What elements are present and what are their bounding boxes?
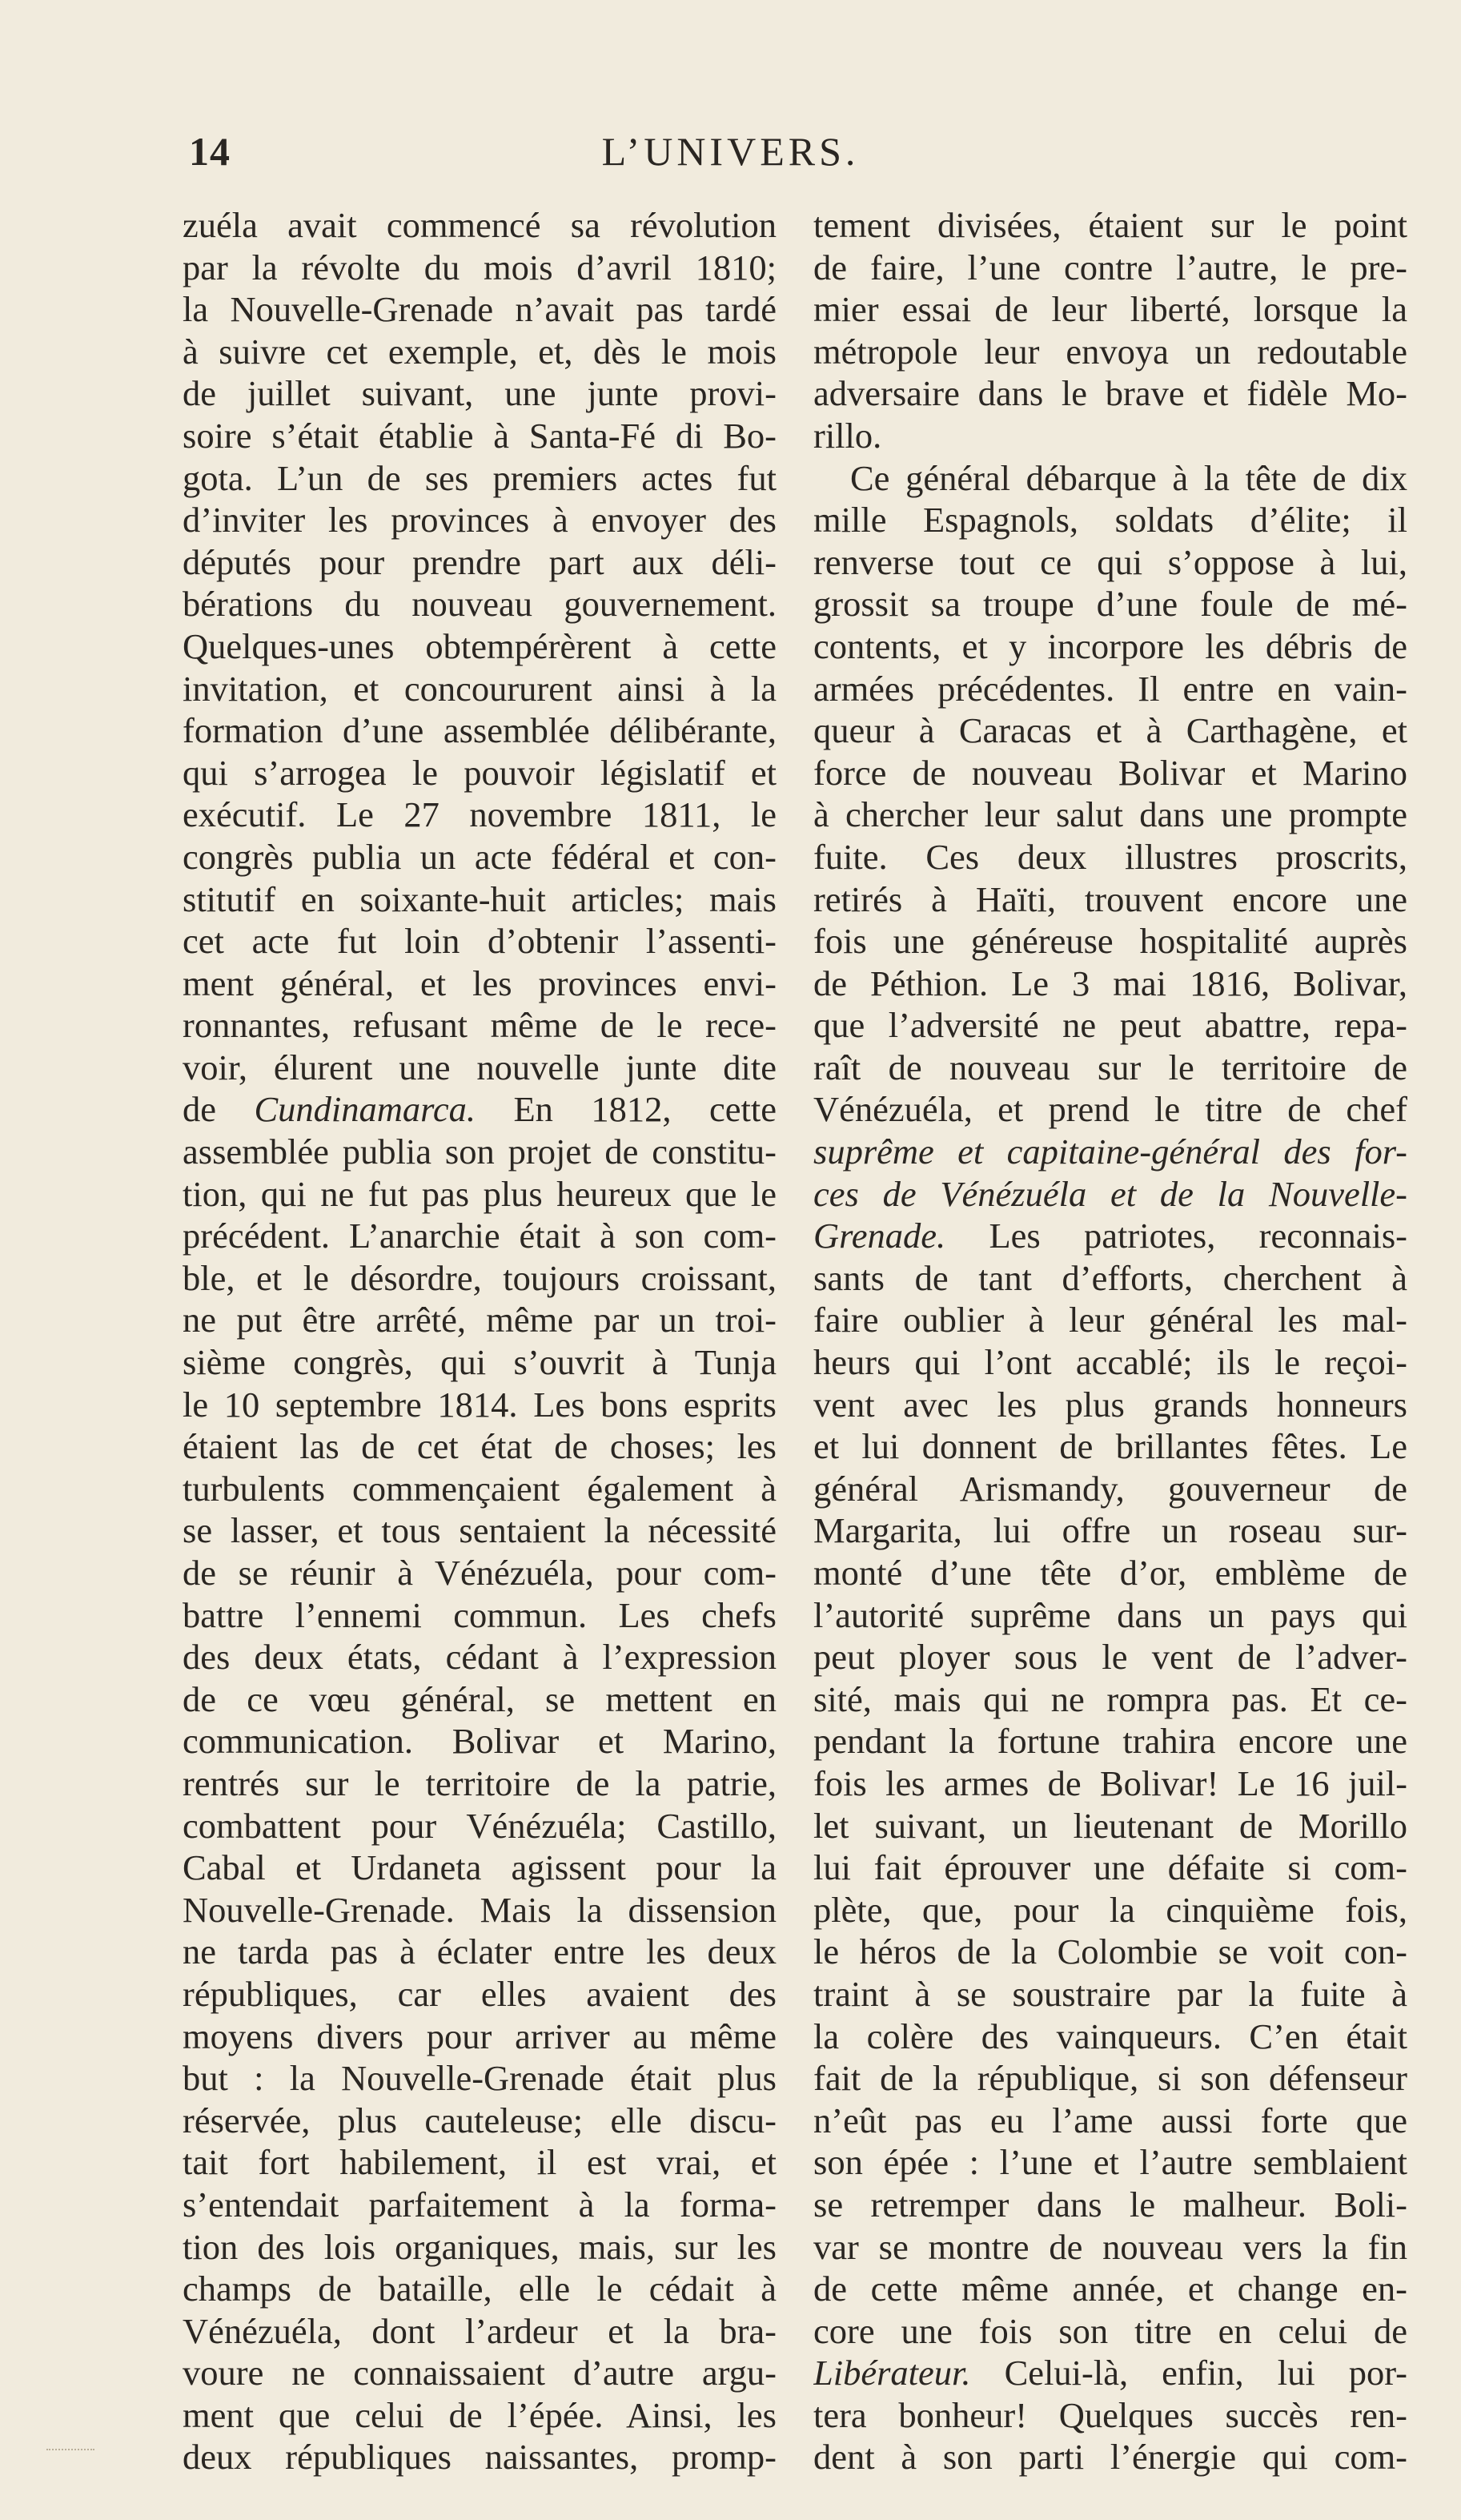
text-line: ble, et le désordre, toujours croissant, xyxy=(183,1257,777,1298)
text-line: plète, que, pour la cinquième fois, xyxy=(813,1889,1407,1930)
text-line: la colère des vainqueurs. C’en était xyxy=(813,2016,1407,2056)
text-line: députés pour prendre part aux déli- xyxy=(183,541,777,582)
text-line: de ce vœu général, se mettent en xyxy=(183,1678,777,1719)
italic-text: Grenade. xyxy=(813,1216,946,1256)
text-line: Vénézuéla, dont l’ardeur et la bra- xyxy=(183,2310,777,2351)
italic-text: ces de Vénézuéla et de la Nouvelle- xyxy=(813,1173,1407,1214)
text-line: de cette même année, et change en- xyxy=(813,2269,1407,2309)
text-line: général Arismandy, gouverneur de xyxy=(813,1468,1407,1509)
text-line: lui fait éprouver une défaite si com- xyxy=(813,1847,1407,1888)
text-line: mille Espagnols, soldats d’élite; il xyxy=(813,500,1407,541)
text-line: métropole leur envoya un redoutable xyxy=(813,331,1407,372)
text-line: queur à Caracas et à Carthagène, et xyxy=(813,710,1407,751)
text-line: sième congrès, qui s’ouvrit à Tunja xyxy=(183,1342,777,1383)
text-line xyxy=(813,1131,1407,1173)
text-line: réservée, plus cauteleuse; elle discu- xyxy=(183,2100,777,2140)
text-line: dent à son parti l’énergie qui com- xyxy=(813,2437,1407,2478)
text-line: Ce général débarque à la tête de dix xyxy=(850,457,1407,498)
text-line: ne put être arrêté, même par un troi- xyxy=(183,1300,777,1340)
text-line: républiques, car elles avaient des xyxy=(183,1973,777,2014)
text-line: de juillet suivant, une junte provi- xyxy=(183,373,777,414)
text-line: ronnantes, refusant même de le rece- xyxy=(183,1005,777,1046)
text-line: deux républiques naissantes, promp- xyxy=(183,2437,777,2478)
text-line: communication. Bolivar et Marino, xyxy=(183,1721,777,1762)
text-line: bérations du nouveau gouvernement. xyxy=(183,584,777,625)
italic-text: Libérateur. xyxy=(813,2353,971,2393)
text-line: son épée : l’une et l’autre semblaient xyxy=(813,2142,1407,2183)
text-line: précédent. L’anarchie était à son com- xyxy=(183,1216,777,1256)
text-line: que l’adversité ne peut abattre, repa- xyxy=(813,1005,1407,1046)
text-line: Vénézuéla, et prend le titre de chef xyxy=(813,1089,1407,1130)
italic-text: suprême et capitaine-général des for- xyxy=(813,1131,1407,1172)
text-line: combattent pour Vénézuéla; Castillo, xyxy=(183,1805,777,1846)
text-line: stitutif en soixante-huit articles; mais xyxy=(183,878,777,919)
text-line xyxy=(813,1173,1407,1216)
text-line: l’autorité suprême dans un pays qui xyxy=(813,1594,1407,1635)
text-line: traint à se soustraire par la fuite à xyxy=(813,1973,1407,2014)
text-line: la Nouvelle-Grenade n’avait pas tardé xyxy=(183,289,777,330)
text-line: vent avec les plus grands honneurs xyxy=(813,1384,1407,1425)
text-line: à chercher leur salut dans une prompte xyxy=(813,794,1407,835)
text-line: se lasser, et tous sentaient la nécessité xyxy=(183,1510,777,1551)
text-line: armées précédentes. Il entre en vain- xyxy=(813,668,1407,709)
text-line: sité, mais qui ne rompra pas. Et ce- xyxy=(813,1678,1407,1719)
text-line: tement divisées, étaient sur le point xyxy=(813,205,1407,245)
text-line: rentrés sur le territoire de la patrie, xyxy=(183,1762,777,1803)
text-line: le 10 septembre 1814. Les bons esprits xyxy=(183,1384,777,1425)
text-line: à suivre cet exemple, et, dès le mois xyxy=(183,331,777,372)
text-line: ne tarda pas à éclater entre les deux xyxy=(183,1931,777,1972)
text-line: gota. L’un de ses premiers actes fut xyxy=(183,457,777,498)
text-line: invitation, et concoururent ainsi à la xyxy=(183,668,777,709)
text-line: fois les armes de Bolivar! Le 16 juil- xyxy=(813,1762,1407,1803)
text-line: moyens divers pour arriver au même xyxy=(183,2016,777,2056)
text-line: zuéla avait commencé sa révolution xyxy=(183,205,777,245)
text-line: retirés à Haïti, trouvent encore une xyxy=(813,878,1407,919)
text-line: pendant la fortune trahira encore une xyxy=(813,1721,1407,1762)
text-line: tait fort habilement, il est vrai, et xyxy=(183,2142,777,2183)
text-line: Nouvelle-Grenade. Mais la dissension xyxy=(183,1889,777,1930)
text-line: sants de tant d’efforts, cherchent à xyxy=(813,1257,1407,1298)
text-line: des deux états, cédant à l’expression xyxy=(183,1637,777,1678)
text-line: et lui donnent de brillantes fêtes. Le xyxy=(813,1426,1407,1467)
text-line: formation d’une assemblée délibérante, xyxy=(183,710,777,751)
text-line: contents, et y incorpore les débris de xyxy=(813,625,1407,666)
text-line: assemblée publia son projet de constitu- xyxy=(183,1131,777,1172)
text-line: rillo. xyxy=(813,415,882,456)
text-line: grossit sa troupe d’une foule de mé- xyxy=(813,584,1407,625)
text-line: Margarita, lui offre un roseau sur- xyxy=(813,1510,1407,1551)
text-line: se retremper dans le malheur. Boli- xyxy=(813,2184,1407,2225)
text-line: ment général, et les provinces envi- xyxy=(183,963,777,1003)
text-line: force de nouveau Bolivar et Marino xyxy=(813,752,1407,793)
text-line: var se montre de nouveau vers la fin xyxy=(813,2226,1407,2267)
text-line: fois une généreuse hospitalité auprès xyxy=(813,921,1407,962)
text-line: voure ne connaissaient d’autre argu- xyxy=(183,2353,777,2393)
text-line: ment que celui de l’épée. Ainsi, les xyxy=(183,2394,777,2435)
text-line: Quelques-unes obtempérèrent à cette xyxy=(183,625,777,666)
text-column-left xyxy=(183,204,777,2478)
text-line: raît de nouveau sur le territoire de xyxy=(813,1047,1407,1087)
page-blemish xyxy=(46,2449,94,2455)
text-line: de Cundinamarca. En 1812, cette xyxy=(183,1089,777,1130)
text-line: fait de la république, si son défenseur xyxy=(813,2058,1407,2099)
text-line: de se réunir à Vénézuéla, pour com- xyxy=(183,1553,777,1593)
text-column-right xyxy=(813,204,1407,2478)
text-line: qui s’arrogea le pouvoir législatif et xyxy=(183,752,777,793)
text-line: tera bonheur! Quelques succès ren- xyxy=(813,2394,1407,2435)
text-line: faire oublier à leur général les mal- xyxy=(813,1300,1407,1340)
text-line: monté d’une tête d’or, emblème de xyxy=(813,1553,1407,1593)
text-line: fuite. Ces deux illustres proscrits, xyxy=(813,836,1407,877)
text-line: d’inviter les provinces à envoyer des xyxy=(183,500,777,541)
text-line: mier essai de leur liberté, lorsque la xyxy=(813,289,1407,330)
text-line: adversaire dans le brave et fidèle Mo- xyxy=(813,373,1407,414)
italic-text: Cundinamarca. xyxy=(254,1089,476,1130)
text-line: congrès publia un acte fédéral et con- xyxy=(183,836,777,877)
page-number: 14 xyxy=(189,129,231,174)
text-line: Libérateur. Celui-là, enfin, lui por- xyxy=(813,2353,1407,2393)
text-line: turbulents commençaient également à xyxy=(183,1468,777,1509)
text-line: champs de bataille, elle le cédait à xyxy=(183,2269,777,2309)
text-line: tion, qui ne fut pas plus heureux que le xyxy=(183,1173,777,1214)
text-line: cet acte fut loin d’obtenir l’assenti- xyxy=(183,921,777,962)
text-line: tion des lois organiques, mais, sur les xyxy=(183,2226,777,2267)
text-line: par la révolte du mois d’avril 1810; xyxy=(183,247,777,287)
text-line: but : la Nouvelle-Grenade était plus xyxy=(183,2058,777,2099)
text-line: core une fois son titre en celui de xyxy=(813,2310,1407,2351)
text-line: de Péthion. Le 3 mai 1816, Bolivar, xyxy=(813,963,1407,1003)
running-head: L’UNIVERS. xyxy=(601,129,860,174)
text-line: heurs qui l’ont accablé; ils le reçoi- xyxy=(813,1342,1407,1383)
text-line: voir, élurent une nouvelle junte dite xyxy=(183,1047,777,1087)
text-line: exécutif. Le 27 novembre 1811, le xyxy=(183,794,777,835)
text-line: Grenade. Les patriotes, reconnais- xyxy=(813,1216,1407,1256)
text-line: étaient las de cet état de choses; les xyxy=(183,1426,777,1467)
text-line: Cabal et Urdaneta agissent pour la xyxy=(183,1847,777,1888)
text-line: de faire, l’une contre l’autre, le pre- xyxy=(813,247,1407,287)
text-line: soire s’était établie à Santa-Fé di Bo- xyxy=(183,415,777,456)
text-line: le héros de la Colombie se voit con- xyxy=(813,1931,1407,1972)
text-line: renverse tout ce qui s’oppose à lui, xyxy=(813,541,1407,582)
text-line: let suivant, un lieutenant de Morillo xyxy=(813,1805,1407,1846)
text-line: peut ployer sous le vent de l’adver- xyxy=(813,1637,1407,1678)
text-line: s’entendait parfaitement à la forma- xyxy=(183,2184,777,2225)
text-line: battre l’ennemi commun. Les chefs xyxy=(183,1594,777,1635)
text-line: n’eût pas eu l’ame aussi forte que xyxy=(813,2100,1407,2140)
